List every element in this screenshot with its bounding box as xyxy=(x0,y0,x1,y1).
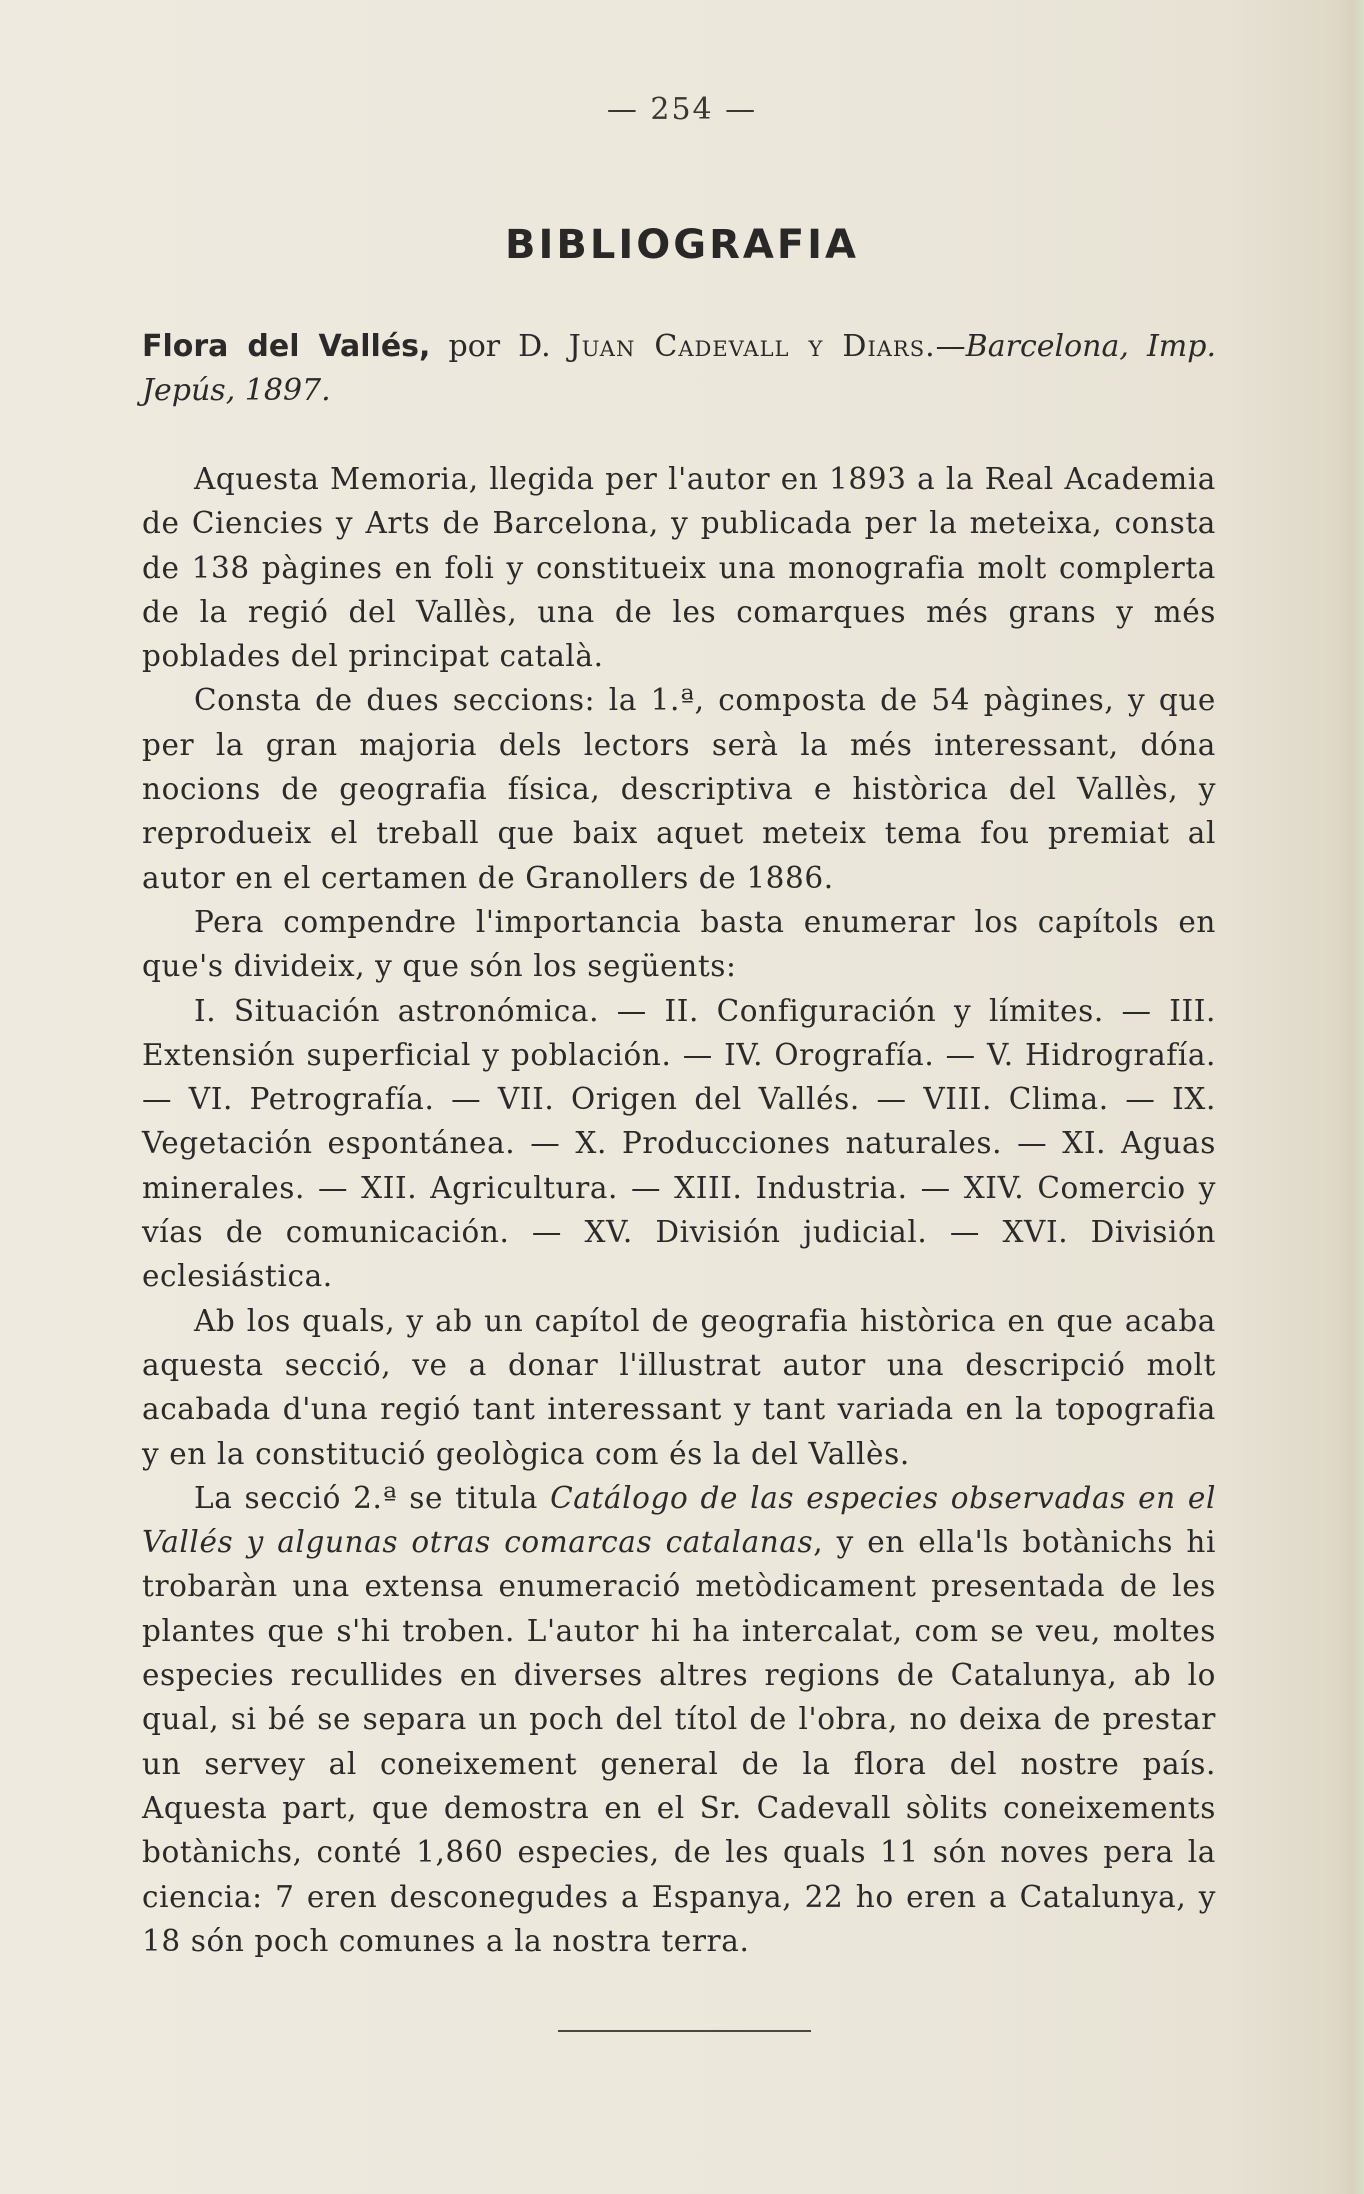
page-edge xyxy=(1338,0,1364,2194)
bibliography-entry xyxy=(142,325,1216,413)
paragraph: Ab los quals, y ab un capítol de geografia històrica en que acaba aquesta secció, ve a donar l'illustrat autor una descripció molt acabada d'una regió tant interessant y tant variada en la topografia y en la constitució geològica com és la del Vallès. xyxy=(142,1303,1216,1471)
paragraph: Consta de dues seccions: la 1.ª, composta de 54 pàgines, y que per la gran majoria dels lectors serà la més interessant, dóna nocions de geografia física, descriptiva e històrica del Vallès, y reprodueix el treball que baix aquet meteix tema fou premiat al autor en el certamen de Granollers de 1886. xyxy=(142,683,1216,895)
catalogue-title: Catálogo de las especies observadas en el Vallés y algunas otras comarcas catalanas xyxy=(142,1480,1216,1560)
chapter-list: I. Situación astronómica. — II. Configuración y límites. — III. Extensión superficial y población. — IV. Orografía. — V. Hidrografía. — VI. Petrografía. — VII. Origen del Vallés. — VIII. Clima. — IX. Vegetación espontánea. — X. Producciones naturales. — XI. Aguas minerales. — XII. Agricultura. — XIII. Industria. — XIV. Comercio y vías de comunicación. — XV. División judicial. — XVI. División eclesiástica. xyxy=(142,993,1216,1294)
page-number: — 254 — xyxy=(606,92,758,127)
paragraph-end: , y en ella'ls botànichs hi trobaràn una extensa enumeració metòdicament presentada de les plantes que s'hi troben. L'autor hi ha intercalat, com se veu, moltes especies recullides en diverses altres regions de Catalunya, ab lo qual, si bé se separa un poch del títol de l'obra, no deixa de prestar un servey al coneixement general de la flora del nostre país. Aquesta part, que demostra en el Sr. Cadevall sòlits coneixements botànichs, conté 1,860 especies, de les quals 11 són noves pera la ciencia: 7 eren desconegudes a Espanya, 22 ho eren a Catalunya, y 18 són poch comunes a la nostra terra. xyxy=(142,1525,1216,1958)
paragraph-start: La secció 2.ª se titula xyxy=(194,1480,551,1515)
paragraph: Pera compendre l'importancia basta enumerar los capítols en que's divideix, y que són los següents: xyxy=(142,904,1216,984)
paragraph xyxy=(142,1476,1216,1963)
section-heading: BIBLIOGRAFIA xyxy=(505,222,859,268)
book-author: Juan Cadevall y Diars. xyxy=(568,329,936,364)
book-title: Flora del Vallés, xyxy=(142,329,431,364)
review-body xyxy=(142,457,1216,1963)
dash: — xyxy=(935,329,966,364)
end-rule xyxy=(558,2030,811,2032)
by-label: por D. xyxy=(448,329,551,364)
paragraph: Aquesta Memoria, llegida per l'autor en 1893 a la Real Academia de Ciencies y Arts de Barcelona, y publicada per la meteixa, consta de 138 pàgines en foli y constitueix una monografia molt complerta de la regió del Vallès, una de les comarques més grans y més poblades del principat català. xyxy=(142,462,1216,674)
publication-info: Barcelona, Imp. Jepús, 1897. xyxy=(142,329,1216,408)
